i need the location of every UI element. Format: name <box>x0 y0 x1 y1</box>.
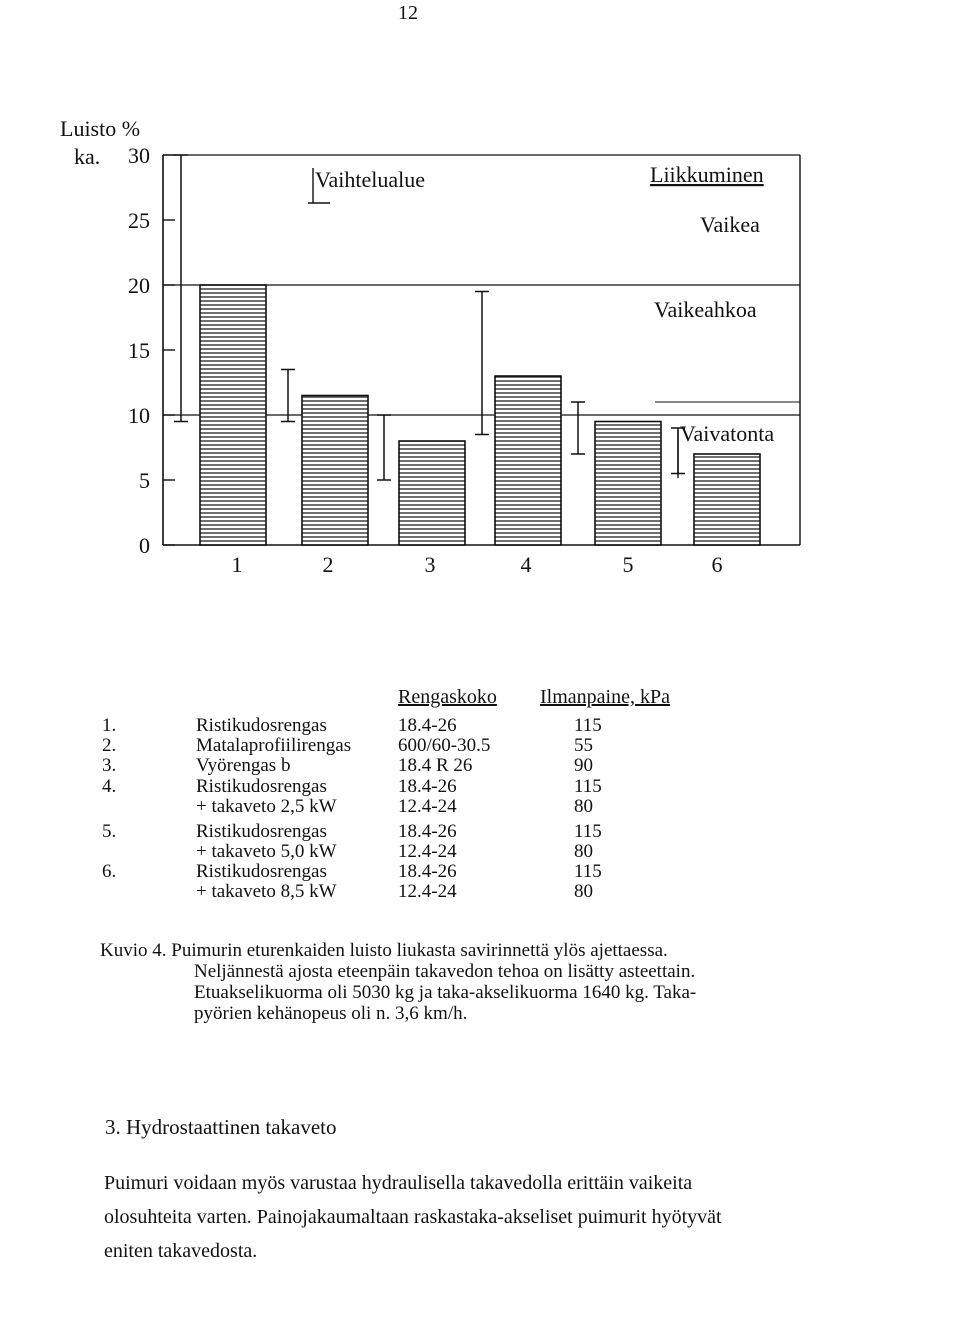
x-category-label: 1 <box>231 552 243 577</box>
table-cell-num: 4. <box>102 776 117 797</box>
y-axis-label-line1: Luisto % <box>60 116 141 141</box>
bar-6 <box>694 454 760 545</box>
y-tick-label: 0 <box>139 533 150 558</box>
bar-3 <box>399 441 465 545</box>
figure-caption <box>100 940 696 1024</box>
x-category-label: 3 <box>424 552 436 577</box>
x-category-labels <box>232 552 723 577</box>
table-cell-size: 18.4-26 <box>398 821 457 842</box>
table-cell-name: Ristikudosrengas <box>196 861 327 882</box>
table-cell-pressure: 115 <box>574 861 602 882</box>
body-line: eniten takavedosta. <box>104 1240 258 1262</box>
y-tick-label: 5 <box>139 468 150 493</box>
caption-line: Neljännestä ajosta eteenpäin takavedon tehoa on lisätty asteettain. <box>194 961 696 982</box>
table-cell-pressure: 80 <box>574 881 593 902</box>
caption-line: pyörien kehänopeus oli n. 3,6 km/h. <box>194 1003 468 1024</box>
section-number: 3. <box>105 1115 121 1139</box>
y-tick-label: 30 <box>128 143 150 168</box>
table-cell-size: 12.4-24 <box>398 881 457 902</box>
y-tick-labels <box>128 143 150 558</box>
table-cell-pressure: 115 <box>574 821 602 842</box>
y-tick-label: 15 <box>128 338 150 363</box>
caption-line: Puimurin eturenkaiden luisto liukasta savirinnettä ylös ajettaessa. <box>171 940 668 961</box>
legend-range-label: Vaihtelualue <box>315 167 425 192</box>
bar-2 <box>302 396 368 546</box>
bar-1 <box>200 285 266 545</box>
body-paragraph <box>104 1166 722 1268</box>
table-cell-num: 1. <box>102 715 117 736</box>
x-category-label: 5 <box>622 552 634 577</box>
section-heading <box>105 1115 337 1140</box>
x-category-label: 2 <box>322 552 334 577</box>
table-cell-size: 18.4-26 <box>398 715 457 736</box>
table-cell-size: 12.4-24 <box>398 796 457 817</box>
section-title: Hydrostaattinen takaveto <box>126 1115 337 1139</box>
table-cell-name: + takaveto 2,5 kW <box>196 796 337 817</box>
table-cell-size: 600/60-30.5 <box>398 735 491 756</box>
table-cell-size: 18.4-26 <box>398 776 457 797</box>
table-cell-num: 2. <box>102 735 117 756</box>
table-cell-name: Ristikudosrengas <box>196 821 327 842</box>
bar-5 <box>595 422 661 546</box>
table-cell-name: + takaveto 5,0 kW <box>196 841 337 862</box>
table-cell-pressure: 115 <box>574 776 602 797</box>
table-cell-num: 5. <box>102 821 117 842</box>
table-cell-size: 18.4-26 <box>398 861 457 882</box>
legend-level-hard: Vaikea <box>700 212 760 237</box>
x-category-label: 4 <box>520 552 532 577</box>
table-cell-pressure: 80 <box>574 841 593 862</box>
table-cell-name: + takaveto 8,5 kW <box>196 881 337 902</box>
legend-difficulty-title: Liikkuminen <box>650 162 764 187</box>
table-cell-num: 6. <box>102 861 117 882</box>
column-header-pressure: Ilmanpaine, kPa <box>540 686 670 708</box>
table-cell-pressure: 115 <box>574 715 602 736</box>
table-cell-size: 18.4 R 26 <box>398 755 473 776</box>
table-cell-name: Matalaprofiilirengas <box>196 735 352 756</box>
legend-level-fairly-hard: Vaikeahkoa <box>654 297 757 322</box>
bar-4 <box>495 376 561 545</box>
page-number: 12 <box>398 2 418 24</box>
y-tick-label: 25 <box>128 208 150 233</box>
table-cell-size: 12.4-24 <box>398 841 457 862</box>
table-cell-pressure: 80 <box>574 796 593 817</box>
caption-line: Etuakselikuorma oli 5030 kg ja taka-akselikuorma 1640 kg. Taka- <box>194 982 697 1003</box>
table-cell-pressure: 90 <box>574 755 593 776</box>
y-tick-label: 20 <box>128 273 150 298</box>
y-tick-label: 10 <box>128 403 150 428</box>
body-line: Puimuri voidaan myös varustaa hydraulisella takavedolla erittäin vaikeita <box>104 1172 693 1194</box>
legend-level-easy: Vaivatonta <box>680 421 775 446</box>
table-cell-name: Ristikudosrengas <box>196 776 327 797</box>
y-axis-label-line2: ka. <box>74 144 101 169</box>
caption-label: Kuvio 4. <box>100 940 167 961</box>
column-header-tyre-size: Rengaskoko <box>398 686 497 708</box>
table-cell-num: 3. <box>102 755 117 776</box>
table-cell-name: Vyörengas b <box>196 755 291 776</box>
table-cell-pressure: 55 <box>574 735 593 756</box>
x-category-label: 6 <box>711 552 723 577</box>
body-line: olosuhteita varten. Painojakaumaltaan raskastaka-akseliset puimurit hyötyvät <box>104 1206 722 1228</box>
table-cell-name: Ristikudosrengas <box>196 715 327 736</box>
